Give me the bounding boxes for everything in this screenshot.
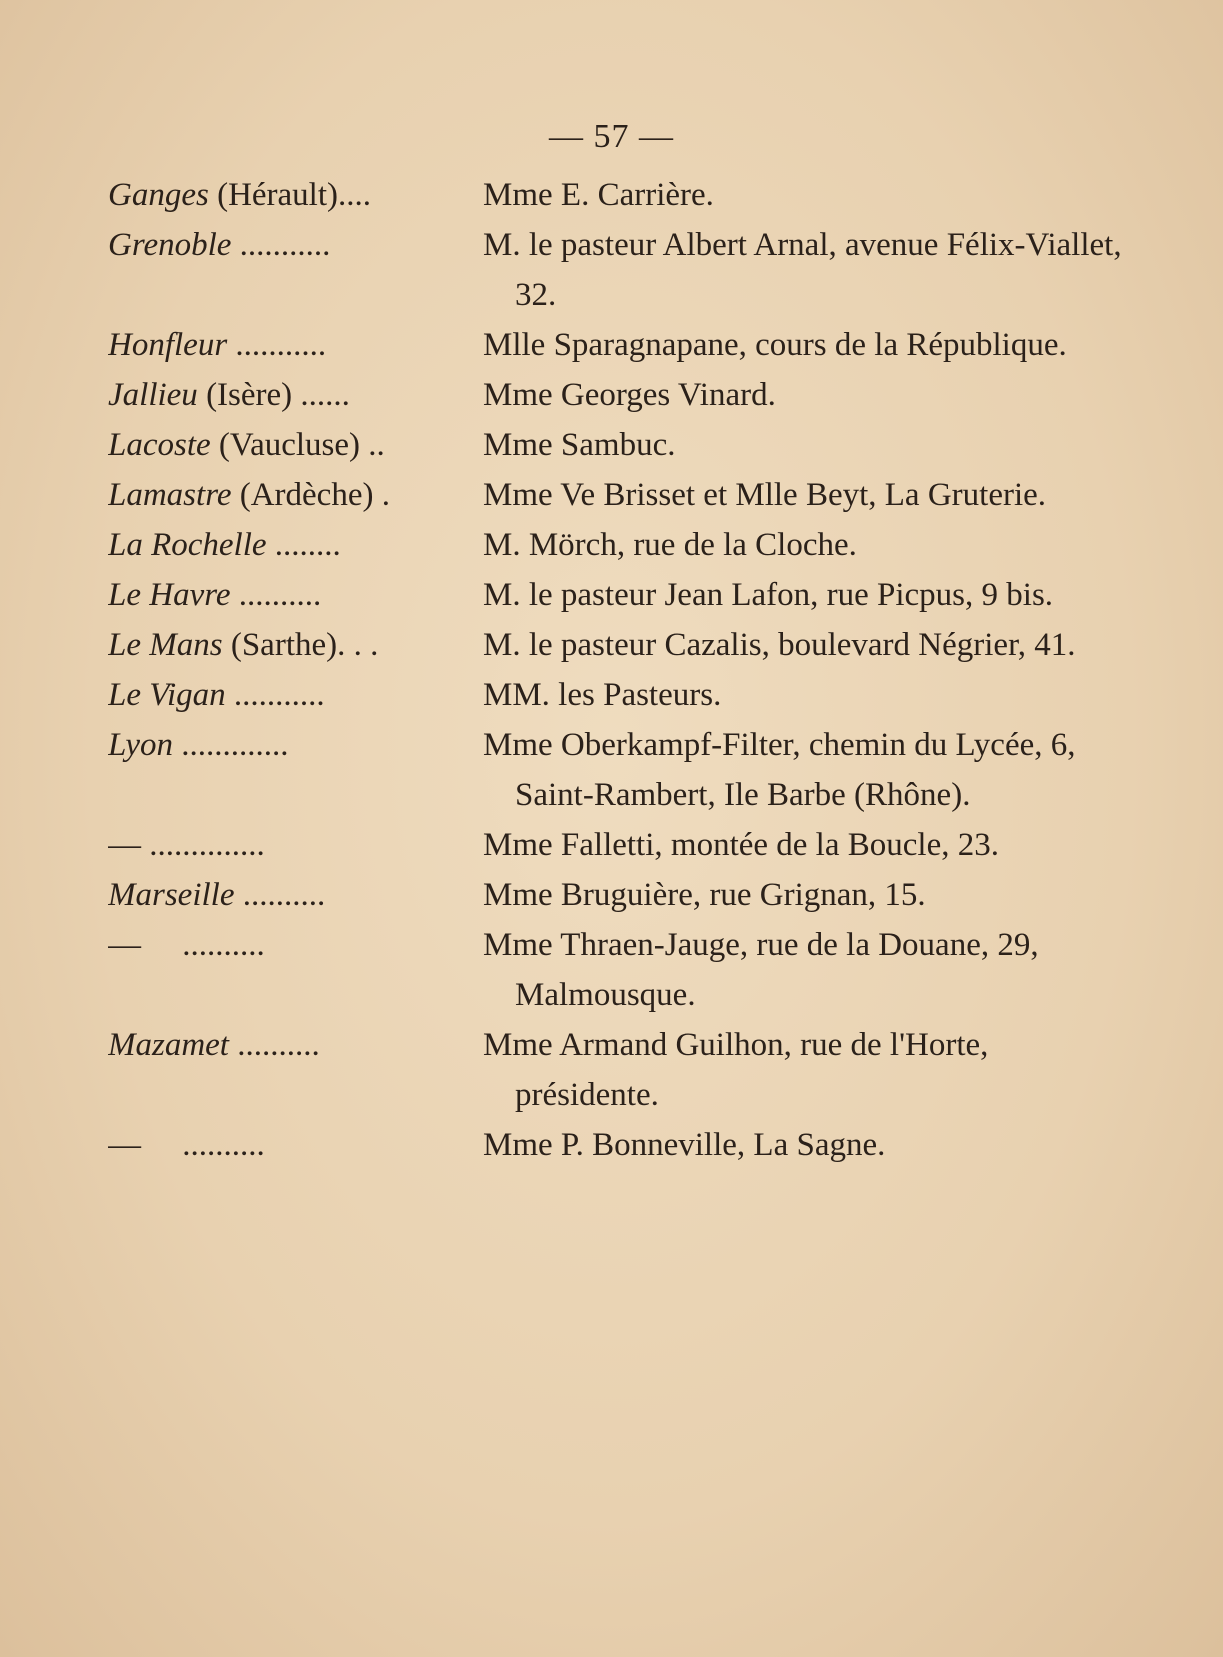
person-entry: M. le pasteur Albert Arnal, avenue Félix-Viallet, 32. [483,227,1122,313]
person-entry: Mme Armand Guilhon, rue de l'Horte, présidente. [483,1027,989,1113]
place-cell [108,670,483,720]
ditto-mark: — [108,827,141,863]
list-item [108,620,1138,670]
place-cell [108,1120,483,1170]
ditto-mark: — [108,927,141,963]
person-entry: MM. les Pasteurs. [483,677,722,713]
dot-leader: .......... [149,1127,265,1163]
region-name: (Vaucluse) [218,427,361,463]
dot-leader: ........... [233,677,325,713]
place-cell [108,370,483,420]
place-cell [108,620,483,670]
person-entry: Mme Falletti, montée de la Boucle, 23. [483,827,999,863]
city-name: Grenoble [108,227,232,263]
region-name: (Ardèche) [239,477,374,513]
list-item [108,520,1138,570]
dot-leader: ........... [239,227,331,263]
city-name: Le Vigan [108,677,226,713]
place-cell [108,170,483,220]
list-item [108,820,1138,870]
dot-leader: ...... [292,377,350,413]
place-cell [108,870,483,920]
list-item [108,870,1138,920]
person-entry: M. le pasteur Cazalis, boulevard Négrier, 41. [483,627,1076,663]
place-cell [108,720,483,770]
list-item [108,920,1138,1020]
person-entry: Mme Sambuc. [483,427,676,463]
place-cell [108,570,483,620]
city-name: Lacoste [108,427,211,463]
person-entry: Mme Bruguière, rue Grignan, 15. [483,877,926,913]
page-number: — 57 — [549,118,674,155]
list-item [108,220,1138,320]
person-entry: Mme Thraen-Jauge, rue de la Douane, 29, Malmousque. [483,927,1039,1013]
region-name: (Hérault) [217,177,339,213]
person-entry: M. le pasteur Jean Lafon, rue Picpus, 9 bis. [483,577,1054,613]
place-cell [108,320,483,370]
list-item [108,720,1138,820]
dot-leader: .......... [242,877,326,913]
dot-leader: .......... [149,927,265,963]
city-name: Honfleur [108,327,228,363]
city-name: Jallieu [108,377,198,413]
person-entry: M. Mörch, rue de la Cloche. [483,527,857,563]
dot-leader: . [373,477,390,513]
dot-leader: .......... [238,577,322,613]
dot-leader: ........ [274,527,341,563]
person-entry: Mme Georges Vinard. [483,377,776,413]
dot-leader: .... [338,177,372,213]
place-cell [108,820,483,870]
person-entry: Mme Ve Brisset et Mlle Beyt, La Gruterie. [483,477,1047,513]
list-item [108,570,1138,620]
dot-leader: .............. [149,827,265,863]
city-name: Le Mans [108,627,223,663]
city-name: Mazamet [108,1027,229,1063]
city-name: Le Havre [108,577,231,613]
place-cell [108,1020,483,1070]
list-item [108,320,1138,370]
region-name: (Isère) [206,377,293,413]
person-entry: Mme E. Carrière. [483,177,714,213]
city-name: La Rochelle [108,527,267,563]
place-cell [108,420,483,470]
dot-leader: .. [360,427,385,463]
city-name: Marseille [108,877,235,913]
city-name: Lyon [108,727,174,763]
person-entry: Mme Oberkampf-Filter, chemin du Lycée, 6, Saint-Rambert, Ile Barbe (Rhône). [483,727,1076,813]
place-cell [108,470,483,520]
person-entry: Mme P. Bonneville, La Sagne. [483,1127,886,1163]
place-cell [108,220,483,270]
list-item [108,1120,1138,1170]
place-cell [108,520,483,570]
list-item [108,1020,1138,1120]
dot-leader: . . . [337,627,379,663]
dot-leader: ........... [235,327,327,363]
dot-leader: ............. [181,727,289,763]
list-item [108,670,1138,720]
city-name: Lamastre [108,477,232,513]
ditto-mark: — [108,1127,141,1163]
person-entry: Mlle Sparagnapane, cours de la République. [483,327,1067,363]
list-item [108,470,1138,520]
dot-leader: .......... [237,1027,320,1063]
place-cell [108,920,483,970]
city-name: Ganges [108,177,209,213]
list-item [108,420,1138,470]
region-name: (Sarthe) [230,627,338,663]
entry-list [108,170,1138,1170]
list-item [108,370,1138,420]
list-item [108,170,1138,220]
